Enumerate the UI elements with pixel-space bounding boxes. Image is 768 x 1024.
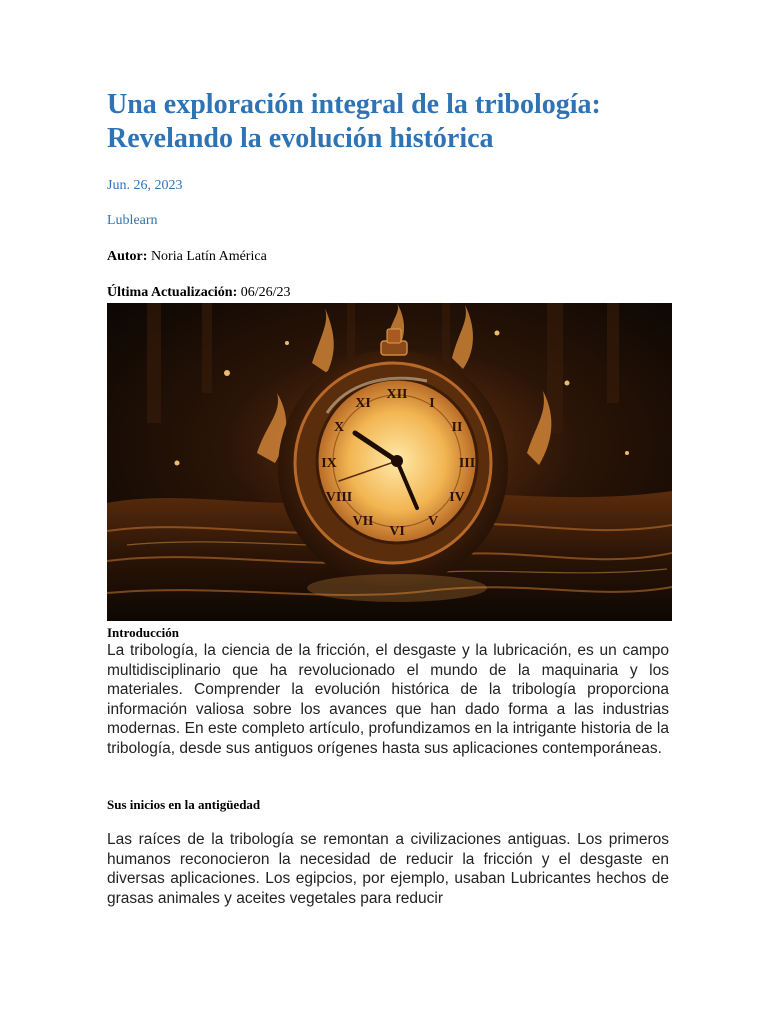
updated-label: Última Actualización: (107, 285, 238, 300)
svg-text:IV: IV (449, 490, 465, 505)
article-title: Una exploración integral de la tribología: Revelando la evolución histórica (107, 89, 601, 154)
updated-value: 06/26/23 (240, 285, 291, 300)
updated-line (107, 285, 291, 301)
svg-text:I: I (429, 396, 435, 411)
svg-text:X: X (333, 420, 345, 435)
svg-text:V: V (427, 514, 439, 529)
section-paragraph-antiquity: Las raíces de la tribología se remontan a civilizaciones antiguas. Los primeros humanos reconocieron la necesidad de reducir la fricción y el desgaste en diversas aplicaciones. Los egipcios, por ejemplo, usaban Lubricantes hechos de grasas animales y aceites vegetales para reducir (107, 831, 669, 907)
article-date: Jun. 26, 2023 (107, 178, 183, 193)
author-line (107, 249, 267, 265)
svg-text:IX: IX (321, 456, 337, 471)
section-heading-intro: Introducción (107, 625, 179, 640)
svg-text:VII: VII (352, 514, 374, 529)
svg-text:VIII: VIII (325, 490, 353, 505)
section-heading-antiquity: Sus inicios en la antigüedad (107, 797, 261, 812)
hero-image (107, 303, 672, 621)
svg-text:VI: VI (389, 524, 405, 539)
svg-text:XI: XI (355, 396, 371, 411)
article-source: Lublearn (107, 213, 158, 228)
author-value: Noria Latín América (150, 249, 267, 264)
section-paragraph-intro: La tribología, la ciencia de la fricción, el desgaste y la lubricación, es un campo multidisciplinario que ha revolucionado el mundo de la maquinaria y los materiales. Comprender la evolución histórica de la tribología proporciona información valiosa sobre los avances que han dado forma a las industrias modernas. En este completo artículo, profundizamos en la intrigante historia de la tribología, desde sus antiguos orígenes hasta sus aplicaciones contemporáneas. (107, 642, 669, 757)
svg-text:XII: XII (386, 387, 408, 402)
svg-text:II: II (451, 420, 463, 435)
author-label: Autor: (107, 249, 148, 264)
clock-illustration (107, 303, 672, 621)
svg-text:III: III (458, 456, 476, 471)
